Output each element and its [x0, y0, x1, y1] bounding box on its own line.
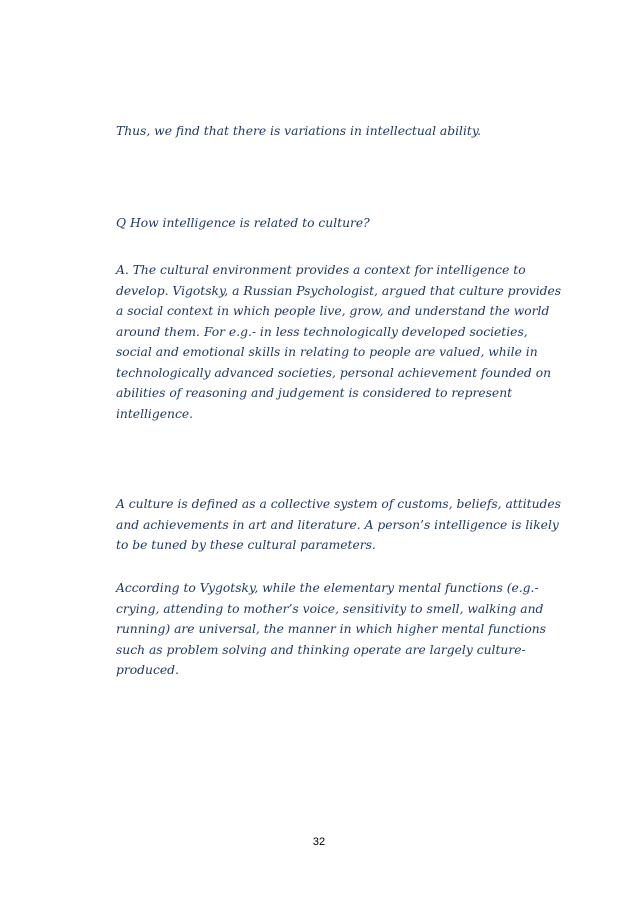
vygotsky-paragraph: According to Vygotsky, while the elementary mental functions (e.g.- crying, attending to mother’s voice, sensitivity to smell, walking and running) are universal, the manner in which higher mental functions such as problem solving and thinking operate are largely culture-produced.: [116, 581, 546, 677]
question-heading: Q How intelligence is related to culture?: [116, 216, 370, 230]
culture-definition-paragraph: A culture is defined as a collective system of customs, beliefs, attitudes and achievements in art and literature. A person’s intelligence is likely to be tuned by these cultural parameters.: [116, 497, 561, 552]
paragraph-intellectual-variation: Thus, we find that there is variations in intellectual ability.: [116, 124, 482, 138]
answer-paragraph: A. The cultural environment provides a context for intelligence to develop. Vigotsky, a Russian Psychologist, argued that culture provides a social context in which people live, grow, and understand the world around them. For e.g.- in less technologically developed societies, social and emotional skills in relating to people are valued, while in technologically advanced societies, personal achievement founded on abilities of reasoning and judgement is considered to represent intelligence.: [116, 263, 562, 421]
page-number: 32: [312, 836, 326, 848]
